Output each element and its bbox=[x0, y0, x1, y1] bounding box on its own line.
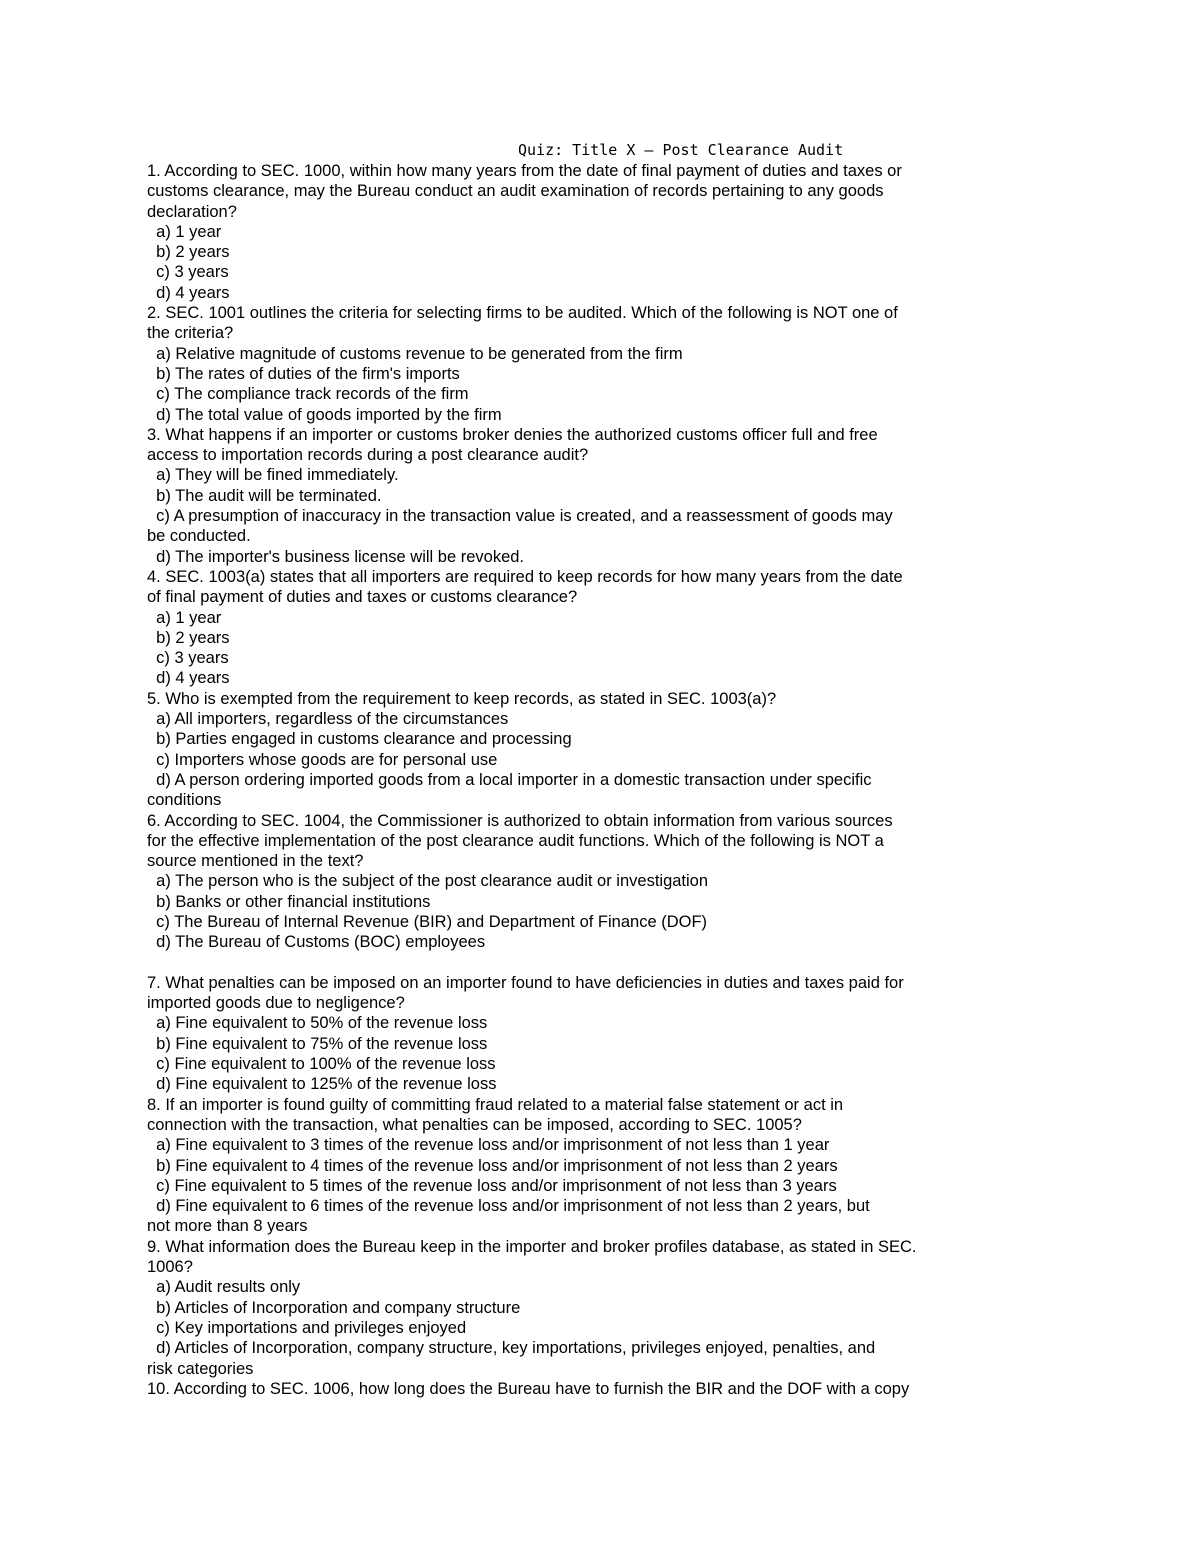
text-line: conditions bbox=[147, 791, 222, 810]
text-line: d) Fine equivalent to 125% of the revenue loss bbox=[147, 1075, 497, 1094]
text-line: b) Articles of Incorporation and company structure bbox=[147, 1298, 521, 1317]
text-line: not more than 8 years bbox=[147, 1217, 308, 1236]
text-line: b) 2 years bbox=[147, 628, 230, 647]
text-line: d) Articles of Incorporation, company structure, key importations, privileges enjoyed, penalties, and bbox=[147, 1339, 876, 1358]
text-line: d) The importer's business license will be revoked. bbox=[147, 547, 525, 566]
text-line: 2. SEC. 1001 outlines the criteria for selecting firms to be audited. Which of the following is NOT one of bbox=[147, 304, 898, 323]
text-line: a) They will be fined immediately. bbox=[147, 466, 399, 485]
text-line: a) Relative magnitude of customs revenue to be generated from the firm bbox=[147, 344, 683, 363]
text-line: customs clearance, may the Bureau conduct an audit examination of records pertaining to any goods bbox=[147, 182, 884, 201]
text-line: a) The person who is the subject of the post clearance audit or investigation bbox=[147, 872, 709, 891]
text-line: for the effective implementation of the post clearance audit functions. Which of the following is NOT a bbox=[147, 831, 884, 850]
text-line: 7. What penalties can be imposed on an importer found to have deficiencies in duties and taxes paid for bbox=[147, 973, 904, 992]
text-line: b) Fine equivalent to 4 times of the revenue loss and/or imprisonment of not less than 2 years bbox=[147, 1156, 838, 1175]
text-line: imported goods due to negligence? bbox=[147, 994, 405, 1013]
text-line: b) 2 years bbox=[147, 243, 230, 262]
text-line: c) Fine equivalent to 5 times of the revenue loss and/or imprisonment of not less than 3 years bbox=[147, 1176, 837, 1195]
text-line: c) Importers whose goods are for personal use bbox=[147, 750, 498, 769]
text-line: 6. According to SEC. 1004, the Commissioner is authorized to obtain information from various sources bbox=[147, 811, 893, 830]
text-line: a) Fine equivalent to 3 times of the revenue loss and/or imprisonment of not less than 1 year bbox=[147, 1136, 830, 1155]
text-line: d) The total value of goods imported by the firm bbox=[147, 405, 502, 424]
text-line: access to importation records during a post clearance audit? bbox=[147, 446, 589, 465]
text-line: the criteria? bbox=[147, 324, 234, 343]
text-line: b) Parties engaged in customs clearance and processing bbox=[147, 730, 572, 749]
text-line: risk categories bbox=[147, 1359, 254, 1378]
text-line: d) Fine equivalent to 6 times of the revenue loss and/or imprisonment of not less than 2 years, but bbox=[147, 1197, 870, 1216]
text-line: c) The compliance track records of the firm bbox=[147, 385, 469, 404]
text-line: 1. According to SEC. 1000, within how many years from the date of final payment of duties and taxes or bbox=[147, 162, 902, 180]
text-line: 1006? bbox=[147, 1258, 193, 1277]
quiz-body bbox=[147, 161, 977, 1399]
text-line: b) The rates of duties of the firm's imports bbox=[147, 364, 460, 383]
text-line: b) The audit will be terminated. bbox=[147, 486, 382, 505]
text-line: c) The Bureau of Internal Revenue (BIR) and Department of Finance (DOF) bbox=[147, 912, 708, 931]
text-line: d) A person ordering imported goods from a local importer in a domestic transaction under specific bbox=[147, 770, 872, 789]
text-line: 5. Who is exempted from the requirement to keep records, as stated in SEC. 1003(a)? bbox=[147, 689, 777, 708]
text-line: 4. SEC. 1003(a) states that all importers are required to keep records for how many years from the date bbox=[147, 567, 903, 586]
text-line: be conducted. bbox=[147, 527, 251, 546]
text-line: a) All importers, regardless of the circumstances bbox=[147, 710, 509, 729]
text-line: c) Fine equivalent to 100% of the revenue loss bbox=[147, 1055, 496, 1074]
text-line: c) Key importations and privileges enjoyed bbox=[147, 1318, 467, 1337]
text-line: b) Banks or other financial institutions bbox=[147, 892, 431, 911]
text-line: a) Fine equivalent to 50% of the revenue loss bbox=[147, 1014, 488, 1033]
text-line: connection with the transaction, what penalties can be imposed, according to SEC. 1005? bbox=[147, 1115, 802, 1134]
text-line: d) The Bureau of Customs (BOC) employees bbox=[147, 933, 486, 952]
text-line: a) 1 year bbox=[147, 608, 222, 627]
text-line: source mentioned in the text? bbox=[147, 852, 364, 871]
text-line: 9. What information does the Bureau keep in the importer and broker profiles database, as stated in SEC. bbox=[147, 1237, 917, 1256]
quiz-title: Quiz: Title X – Post Clearance Audit bbox=[518, 141, 844, 159]
text-line: c) 3 years bbox=[147, 263, 229, 282]
text-line: c) A presumption of inaccuracy in the transaction value is created, and a reassessment of goods may bbox=[147, 507, 893, 526]
text-line: c) 3 years bbox=[147, 649, 229, 668]
text-line: d) 4 years bbox=[147, 669, 230, 688]
text-line: d) 4 years bbox=[147, 283, 230, 302]
text-line: 10. According to SEC. 1006, how long does the Bureau have to furnish the BIR and the DOF with a copy bbox=[147, 1379, 910, 1398]
text-line: 8. If an importer is found guilty of committing fraud related to a material false statement or act in bbox=[147, 1095, 844, 1114]
text-line: a) Audit results only bbox=[147, 1278, 301, 1297]
blank-line bbox=[147, 953, 977, 973]
text-line: declaration? bbox=[147, 202, 237, 221]
text-line: 3. What happens if an importer or customs broker denies the authorized customs officer full and free bbox=[147, 425, 878, 444]
text-line: of final payment of duties and taxes or customs clearance? bbox=[147, 588, 578, 607]
text-line: a) 1 year bbox=[147, 222, 222, 241]
text-line: b) Fine equivalent to 75% of the revenue loss bbox=[147, 1034, 488, 1053]
